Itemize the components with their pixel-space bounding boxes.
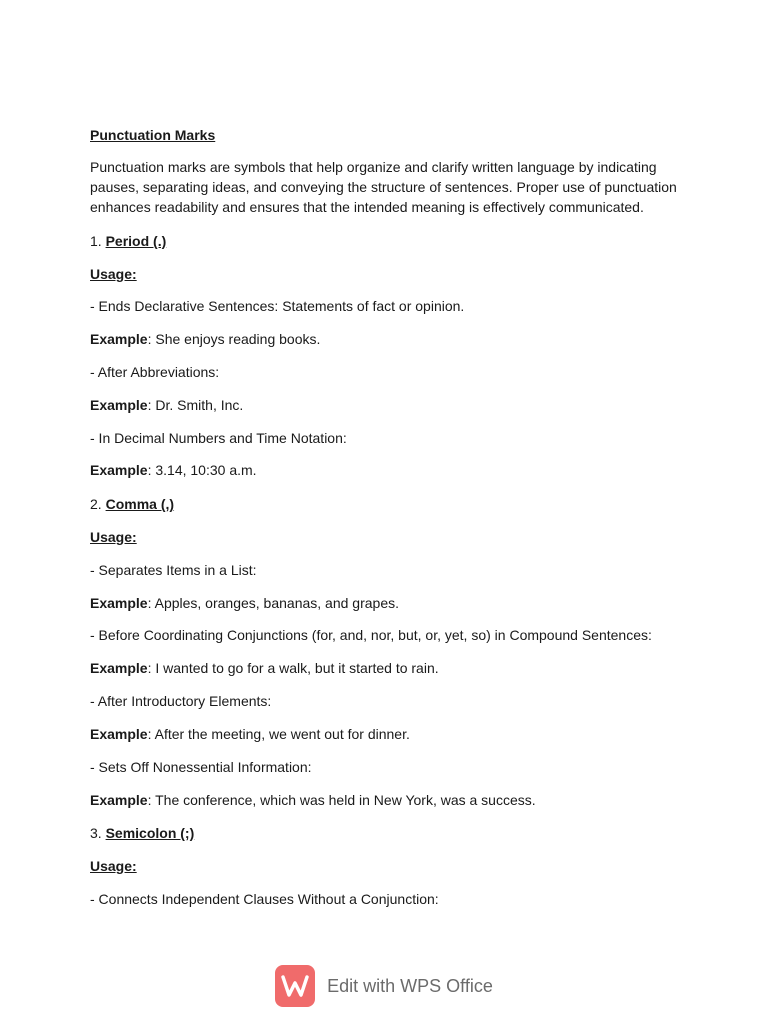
example-label: Example: [90, 462, 148, 478]
section-name: Semicolon (;): [105, 825, 195, 841]
wps-logo-icon: [275, 965, 315, 1007]
example-label: Example: [90, 792, 148, 808]
example-text: : Apples, oranges, bananas, and grapes.: [147, 595, 399, 611]
example-label: Example: [90, 397, 148, 413]
example-line: [90, 593, 399, 613]
section-name: Comma (,): [105, 496, 175, 512]
rule-text: - Connects Independent Clauses Without a Conjunction:: [90, 891, 439, 907]
rule-text: - In Decimal Numbers and Time Notation:: [90, 430, 347, 446]
section-heading-period: [90, 231, 166, 251]
example-line: [90, 395, 243, 415]
rule-text: - Ends Declarative Sentences: Statements of fact or opinion.: [90, 298, 465, 314]
example-line: [90, 329, 320, 349]
example-text: : Dr. Smith, Inc.: [147, 397, 244, 413]
example-line: [90, 790, 536, 810]
usage-label: Usage:: [90, 529, 137, 545]
rule-text: - After Introductory Elements:: [90, 693, 272, 709]
intro-paragraph: Punctuation marks are symbols that help organize and clarify written language by indicating pauses, separating ideas, and conveying the structure of sentences. Proper use of punctuation enhances readability and ensures that the intended meaning is effectively communicated.: [90, 159, 677, 215]
wps-edit-label[interactable]: Edit with WPS Office: [327, 975, 493, 996]
usage-label: Usage:: [90, 858, 137, 874]
example-text: : The conference, which was held in New York, was a success.: [147, 792, 536, 808]
section-number: 3.: [90, 825, 102, 841]
section-name: Period (.): [105, 233, 167, 249]
example-text: : She enjoys reading books.: [147, 331, 321, 347]
rule-text: - After Abbreviations:: [90, 364, 220, 380]
rule-text: - Sets Off Nonessential Information:: [90, 759, 312, 775]
section-number: 2.: [90, 496, 102, 512]
example-text: : 3.14, 10:30 a.m.: [147, 462, 257, 478]
section-heading-comma: [90, 494, 174, 514]
example-text: : I wanted to go for a walk, but it started to rain.: [147, 660, 439, 676]
rule-text: - Before Coordinating Conjunctions (for, and, nor, but, or, yet, so) in Compound Sentences:: [90, 627, 652, 643]
example-text: : After the meeting, we went out for dinner.: [147, 726, 410, 742]
section-heading-semicolon: [90, 823, 194, 843]
example-line: [90, 658, 439, 678]
wps-w-glyph: [281, 974, 309, 998]
rule-text: - Separates Items in a List:: [90, 562, 257, 578]
usage-label: Usage:: [90, 266, 137, 282]
document-title: Punctuation Marks: [90, 127, 216, 143]
example-label: Example: [90, 331, 148, 347]
example-label: Example: [90, 595, 148, 611]
example-line: [90, 460, 257, 480]
example-label: Example: [90, 660, 148, 676]
example-line: [90, 724, 410, 744]
wps-edit-banner[interactable]: [0, 964, 768, 1008]
example-label: Example: [90, 726, 148, 742]
section-number: 1.: [90, 233, 102, 249]
